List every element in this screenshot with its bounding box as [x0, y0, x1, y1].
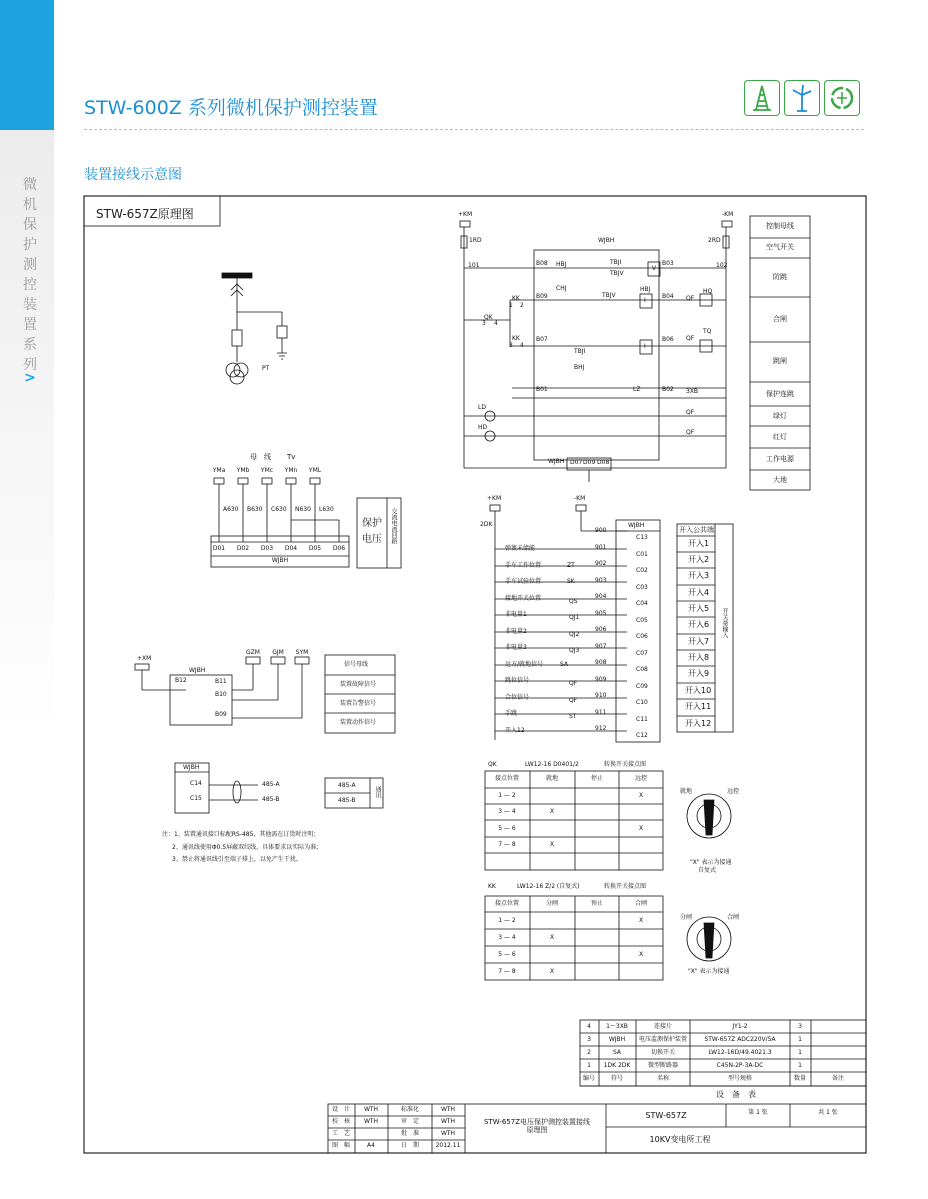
- total-label: 共 1 张: [818, 1109, 838, 1116]
- sidebar-char: 护: [23, 237, 37, 253]
- bom-cell: 1: [798, 1062, 802, 1069]
- terminal-label: C06: [636, 633, 648, 640]
- tb-cell: WTH: [440, 1130, 456, 1137]
- dial-note: 自复式: [698, 867, 717, 874]
- wire-label: 904: [595, 593, 607, 600]
- tb-cell: WTH: [363, 1106, 379, 1113]
- tv-label: Tv: [287, 453, 296, 461]
- input-signal: 手跳: [505, 710, 518, 717]
- note-line: 2、通讯线使用Φ0.5屏蔽双绞线，具体要求以实际为准；: [172, 844, 323, 851]
- terminal-label: B04: [662, 293, 674, 300]
- table-header: 接点位置: [494, 775, 520, 782]
- rs485-line: 485-A: [262, 781, 280, 788]
- kk-title: KK: [488, 883, 496, 890]
- contact-label: TBJV: [610, 270, 624, 277]
- terminal-label: B09: [215, 711, 227, 718]
- dial-note: "X" 表示为接通: [690, 859, 732, 866]
- legend-item: 合闸: [773, 315, 787, 323]
- contact-label: TBJV: [602, 292, 616, 299]
- legend-item: 工作电源: [766, 455, 794, 463]
- contact-label: SK: [567, 578, 575, 585]
- input-legend: 开入4: [688, 588, 710, 597]
- wire-label: 906: [595, 626, 607, 633]
- vertical-note: 交流电流回路: [390, 508, 397, 544]
- wire-label: 901: [595, 544, 607, 551]
- bom-title: 设 备 表: [716, 1090, 756, 1099]
- tb-cell: 工 艺: [331, 1130, 351, 1137]
- relay-v: V: [652, 265, 657, 272]
- fuse-label: 1RD: [469, 237, 482, 244]
- table-cell: 7 — 8: [498, 968, 516, 975]
- terminal-label: C04: [636, 600, 648, 607]
- terminal-label: B02: [662, 386, 674, 393]
- terminal-label: B01: [536, 386, 548, 393]
- signal-legend: 信号母线: [344, 661, 369, 668]
- terminal-label: B09: [536, 293, 548, 300]
- input-legend: 开入11: [685, 702, 712, 711]
- pin-label: 4: [520, 342, 524, 349]
- terminal-label: C13: [636, 534, 648, 541]
- legend-item: 绿灯: [773, 412, 787, 420]
- tb-cell: WTH: [363, 1118, 379, 1125]
- table-header: 远控: [634, 775, 648, 782]
- table-cell: 1 — 2: [498, 917, 516, 924]
- input-signal: 远方/就地信号: [505, 661, 544, 668]
- protection-label: 保护: [362, 518, 382, 529]
- pt-label: PT: [262, 365, 270, 372]
- kk-label: KK: [512, 295, 520, 302]
- xm-label: +XM: [137, 655, 152, 662]
- bus-label: 母 线: [250, 453, 271, 461]
- sheet-label: 第 1 张: [748, 1109, 768, 1116]
- input-legend: 开入2: [688, 555, 710, 564]
- input-signal: 跳位信号: [505, 677, 530, 684]
- terminal-label: D05: [308, 545, 322, 552]
- tb-cell: WTH: [440, 1118, 456, 1125]
- dk-label: 2DK: [480, 521, 493, 528]
- signal-legend: 装置故障信号: [340, 681, 377, 688]
- note-line: 注：1、装置通讯接口标配RS-485，其他需在订货时注明；: [162, 831, 320, 838]
- bom-header: 型号规格: [727, 1075, 753, 1082]
- page-title: STW-600Z 系列微机保护测控装置: [84, 97, 378, 119]
- bom-cell: C45N-2P-3A-DC: [716, 1062, 764, 1069]
- terminal-label: B11: [215, 678, 227, 685]
- rs485-line: 485-B: [262, 796, 280, 803]
- pin-label: 3: [482, 320, 486, 327]
- dial-label: 分闸: [680, 914, 693, 921]
- bottom-term: D08: [597, 459, 610, 466]
- terminal-label: D04: [284, 545, 298, 552]
- wire-label: 905: [595, 610, 607, 617]
- tb-cell: 图 幅: [331, 1142, 351, 1149]
- wjbh-label: WJBH: [189, 667, 206, 674]
- terminal-label: B07: [536, 336, 548, 343]
- bom-header: 符号: [610, 1075, 624, 1082]
- terminal-label: D01: [212, 545, 226, 552]
- bom-header: 名称: [656, 1075, 670, 1082]
- terminal-label: C07: [636, 650, 648, 657]
- terminal-label: C10: [636, 699, 648, 706]
- wire-label: 903: [595, 577, 607, 584]
- terminal-label: C01: [636, 551, 648, 558]
- diagram-title: STW-657Z原理图: [96, 207, 194, 221]
- bom-header: 编号: [582, 1075, 596, 1082]
- bom-cell: 1: [587, 1062, 591, 1069]
- wire-label: 910: [595, 692, 607, 699]
- contact-label: BHJ: [574, 364, 585, 371]
- table-header: 停止: [590, 775, 604, 782]
- km-neg: -KM: [574, 495, 586, 502]
- table-header: 接点位置: [494, 900, 520, 907]
- input-signal: 接地开关位置: [505, 595, 542, 602]
- pin-label: 3: [509, 342, 513, 349]
- input-signal: 手车试验位置: [505, 578, 542, 585]
- vertical-label: 开关量输入: [721, 608, 728, 638]
- dial-note: "X" 表示为接通: [688, 968, 730, 975]
- input-legend: 开入12: [685, 719, 712, 728]
- net-label: C630: [271, 506, 287, 513]
- table-header: 就地: [545, 775, 559, 782]
- bom-cell: SA: [612, 1049, 622, 1056]
- input-signal: 开入12: [505, 727, 525, 734]
- terminal-label: B03: [662, 260, 674, 267]
- legend-item: 防跳: [773, 273, 787, 281]
- hd-label: HD: [478, 424, 488, 431]
- net-label: L630: [319, 506, 334, 513]
- terminal-label: C12: [636, 732, 648, 739]
- sidebar-char: 保: [23, 217, 37, 233]
- xb-label: 3XB: [686, 388, 699, 395]
- drawing-name: STW-657Z电压保护测控装置接线原理图: [483, 1118, 591, 1135]
- input-legend: 开入1: [688, 539, 710, 548]
- section-title: 装置接线示意图: [84, 167, 182, 183]
- sidebar-char: 装: [23, 297, 37, 313]
- table-header: 预止: [590, 900, 604, 907]
- bom-cell: WJBH: [608, 1036, 626, 1043]
- terminal-label: C15: [190, 795, 202, 802]
- bus-tap: YMa: [212, 467, 226, 474]
- terminal-label: B10: [215, 691, 227, 698]
- contact-label: SA: [560, 661, 569, 668]
- qk-title: QK: [488, 761, 497, 768]
- bom-cell: 3: [587, 1036, 591, 1043]
- bom-cell: JY1-2: [732, 1023, 748, 1030]
- contact-label: HBJ: [640, 286, 651, 293]
- contact-label: QJ2: [569, 631, 580, 638]
- terminal-label: C11: [636, 716, 648, 723]
- net-label: B630: [247, 506, 263, 513]
- table-cell: 7 — 8: [498, 841, 516, 848]
- wire-label: 101: [468, 262, 480, 269]
- signal-legend: 装置告警信号: [340, 700, 377, 707]
- wire-label: 908: [595, 659, 607, 666]
- input-legend: 开入公共端: [679, 526, 714, 534]
- wjbh-label: WJBH: [628, 522, 645, 529]
- km-pos: +KM: [458, 211, 473, 218]
- contact-label: QF: [569, 697, 578, 704]
- wire-label: 909: [595, 676, 607, 683]
- bom-cell: 切换开关: [650, 1049, 676, 1056]
- bom-cell: 4: [587, 1023, 591, 1030]
- terminal-label: C14: [190, 780, 202, 787]
- ld-label: LD: [478, 404, 486, 411]
- table-cell: X: [638, 792, 644, 799]
- qf-label: QF: [686, 429, 695, 436]
- bom-cell: 连接片: [653, 1023, 673, 1030]
- input-legend: 开入5: [688, 604, 710, 613]
- rs485-table: 485-B: [338, 797, 356, 804]
- sidebar-char: 列: [23, 357, 37, 373]
- project-label: 10KV变电所工程: [649, 1135, 711, 1144]
- sidebar-arrow[interactable]: >: [24, 370, 36, 386]
- legend-item: 跳闸: [773, 357, 787, 365]
- contact-label: TBJI: [610, 259, 622, 266]
- legend-item: 红灯: [773, 433, 787, 441]
- dial-label: 合闸: [727, 914, 740, 921]
- bom-cell: 3: [798, 1023, 802, 1030]
- bom-cell: 1～3XB: [606, 1023, 628, 1030]
- wire-label: 912: [595, 725, 607, 732]
- table-header: 分闸: [545, 900, 559, 907]
- bus-tap: YMn: [284, 467, 298, 474]
- input-legend: 开入9: [688, 669, 710, 678]
- wire-label: 900: [595, 527, 607, 534]
- qf-label: QF: [686, 295, 695, 302]
- bom-header: 数量: [793, 1075, 807, 1082]
- bom-cell: 2: [587, 1049, 591, 1056]
- kk-model: LW12-16 Z/2 (自复式): [517, 883, 580, 890]
- bom-cell: LW12-16D/49.4021.3: [708, 1049, 772, 1056]
- bottom-term: D09: [583, 459, 596, 466]
- bom-header: 备注: [831, 1075, 845, 1082]
- tb-cell: 批 准: [400, 1130, 420, 1137]
- pin-label: 2: [520, 302, 524, 309]
- tb-cell: 2012.11: [435, 1142, 461, 1149]
- contact-label: ZT: [567, 562, 575, 569]
- table-cell: 5 — 6: [498, 951, 516, 958]
- bom-cell: 1DK 2DK: [603, 1062, 631, 1069]
- contact-label: QJ3: [569, 647, 580, 654]
- table-cell: X: [638, 825, 644, 832]
- tb-cell: 日 期: [400, 1142, 420, 1149]
- input-signal: 手车工作位置: [505, 562, 542, 569]
- kk-label: KK: [512, 335, 520, 342]
- bom-cell: 1: [798, 1036, 802, 1043]
- bom-cell: 微型断路器: [647, 1062, 679, 1069]
- coil-label: HQ: [703, 288, 713, 295]
- bom-cell: 1: [798, 1049, 802, 1056]
- model-label: STW-657Z: [645, 1111, 687, 1120]
- bom-cell: STW-657Z ADC220V/5A: [704, 1036, 776, 1043]
- kk-caption: 转换开关接点图: [604, 883, 647, 890]
- tb-cell: 校 核: [331, 1118, 351, 1125]
- input-signal: 非电量1: [505, 611, 527, 618]
- terminal-label: C02: [636, 567, 648, 574]
- terminal-label: B08: [536, 260, 548, 267]
- terminal-label: C03: [636, 584, 648, 591]
- input-legend: 开入10: [685, 686, 712, 695]
- rs485-side: 通讯: [374, 786, 381, 798]
- qk-label: QK: [484, 314, 493, 321]
- wjbh-label: WJBH: [183, 764, 200, 771]
- contact-label: QS: [569, 598, 578, 605]
- tb-cell: WTH: [440, 1106, 456, 1113]
- table-cell: X: [638, 917, 644, 924]
- terminal-label: B06: [662, 336, 674, 343]
- bottom-term: D07: [570, 459, 583, 466]
- terminal-label: C09: [636, 683, 648, 690]
- qk-caption: 转换开关接点图: [604, 761, 647, 768]
- legend-item: 空气开关: [766, 243, 794, 251]
- bus-tap: YMb: [236, 467, 250, 474]
- relay-i: I: [644, 297, 646, 304]
- terminal-label: C05: [636, 617, 648, 624]
- net-label: A630: [223, 506, 239, 513]
- sidebar-char: 机: [23, 197, 37, 213]
- signal-legend: 装置动作信号: [340, 719, 377, 726]
- contact-label: CHJ: [556, 285, 567, 292]
- legend-item: 控制母线: [766, 222, 794, 230]
- dial-label: 远控: [727, 788, 740, 795]
- sidebar-char: 微: [23, 177, 37, 193]
- table-cell: X: [638, 951, 644, 958]
- qf-label: QF: [686, 409, 695, 416]
- qf-label: QF: [686, 335, 695, 342]
- table-cell: 1 — 2: [498, 792, 516, 799]
- input-signal: 弹簧未储能: [505, 545, 536, 552]
- input-legend: 开入3: [688, 571, 710, 580]
- km-pos: +KM: [487, 495, 502, 502]
- input-legend: 开入6: [688, 620, 710, 629]
- input-signal: 非电量3: [505, 644, 527, 651]
- sidebar-char: 测: [23, 257, 37, 273]
- fuse-label: 2RD: [708, 237, 721, 244]
- table-cell: X: [549, 808, 555, 815]
- terminal-label: B12: [175, 677, 187, 684]
- contact-label: HBJ: [556, 261, 567, 268]
- contact-label: QJ1: [569, 614, 580, 621]
- table-cell: 5 — 6: [498, 825, 516, 832]
- control-box-label: WJBH: [598, 237, 615, 244]
- dial-label: 就地: [680, 788, 693, 795]
- contact-label: QF: [569, 680, 578, 687]
- bom-cell: 电压监测保护装置: [638, 1036, 688, 1043]
- table-cell: X: [549, 841, 555, 848]
- legend-item: 保护连跳: [766, 390, 794, 398]
- bus-tap: YML: [308, 467, 322, 474]
- signal-tap: GZM: [246, 649, 260, 656]
- terminal-label: D06: [332, 545, 346, 552]
- contact-label: LZ: [633, 386, 641, 393]
- contact-label: ST: [569, 713, 577, 720]
- qk-model: LW12-16 D0401/2: [525, 761, 579, 768]
- table-cell: 3 — 4: [498, 934, 516, 941]
- relay-i: I: [644, 343, 646, 350]
- terminal-label: C08: [636, 666, 648, 673]
- rs485-table: 485-A: [338, 782, 356, 789]
- km-neg: -KM: [722, 211, 734, 218]
- tb-cell: 审 定: [400, 1118, 420, 1125]
- bus-tap: YMc: [260, 467, 274, 474]
- tb-cell: 标准化: [400, 1106, 420, 1113]
- table-cell: 3 — 4: [498, 808, 516, 815]
- input-signal: 非电量2: [505, 628, 527, 635]
- wire-label: 911: [595, 709, 607, 716]
- terminal-label: D02: [236, 545, 250, 552]
- wjbh-label: WJBH: [271, 557, 289, 564]
- sidebar-char: 置: [23, 317, 37, 333]
- wire-label: 902: [595, 560, 607, 567]
- net-label: N630: [295, 506, 311, 513]
- pin-label: 4: [494, 320, 498, 327]
- contact-label: TBJI: [574, 348, 586, 355]
- table-header: 合闸: [634, 900, 648, 907]
- input-legend: 开入8: [688, 653, 710, 662]
- bottom-term: WJBH: [548, 458, 565, 465]
- tb-cell: A4: [367, 1142, 375, 1149]
- note-line: 3、禁止将通讯线引至端子排上，以免产生干扰。: [172, 856, 302, 863]
- terminal-label: D03: [260, 545, 274, 552]
- wire-label: 907: [595, 643, 607, 650]
- protection-label: 电压: [362, 534, 382, 545]
- tb-cell: 设 计: [331, 1106, 351, 1113]
- signal-tap: SYM: [295, 649, 309, 656]
- legend-item: 大地: [773, 476, 787, 484]
- table-cell: X: [549, 968, 555, 975]
- table-cell: X: [549, 934, 555, 941]
- wire-label: 102: [716, 262, 728, 269]
- coil-label: TQ: [703, 328, 712, 335]
- input-signal: 合位信号: [505, 694, 530, 701]
- sidebar-char: 控: [23, 277, 37, 293]
- sidebar-char: 系: [23, 337, 37, 353]
- input-legend: 开入7: [688, 637, 710, 646]
- signal-tap: GJM: [272, 649, 284, 656]
- pin-label: 1: [509, 302, 513, 309]
